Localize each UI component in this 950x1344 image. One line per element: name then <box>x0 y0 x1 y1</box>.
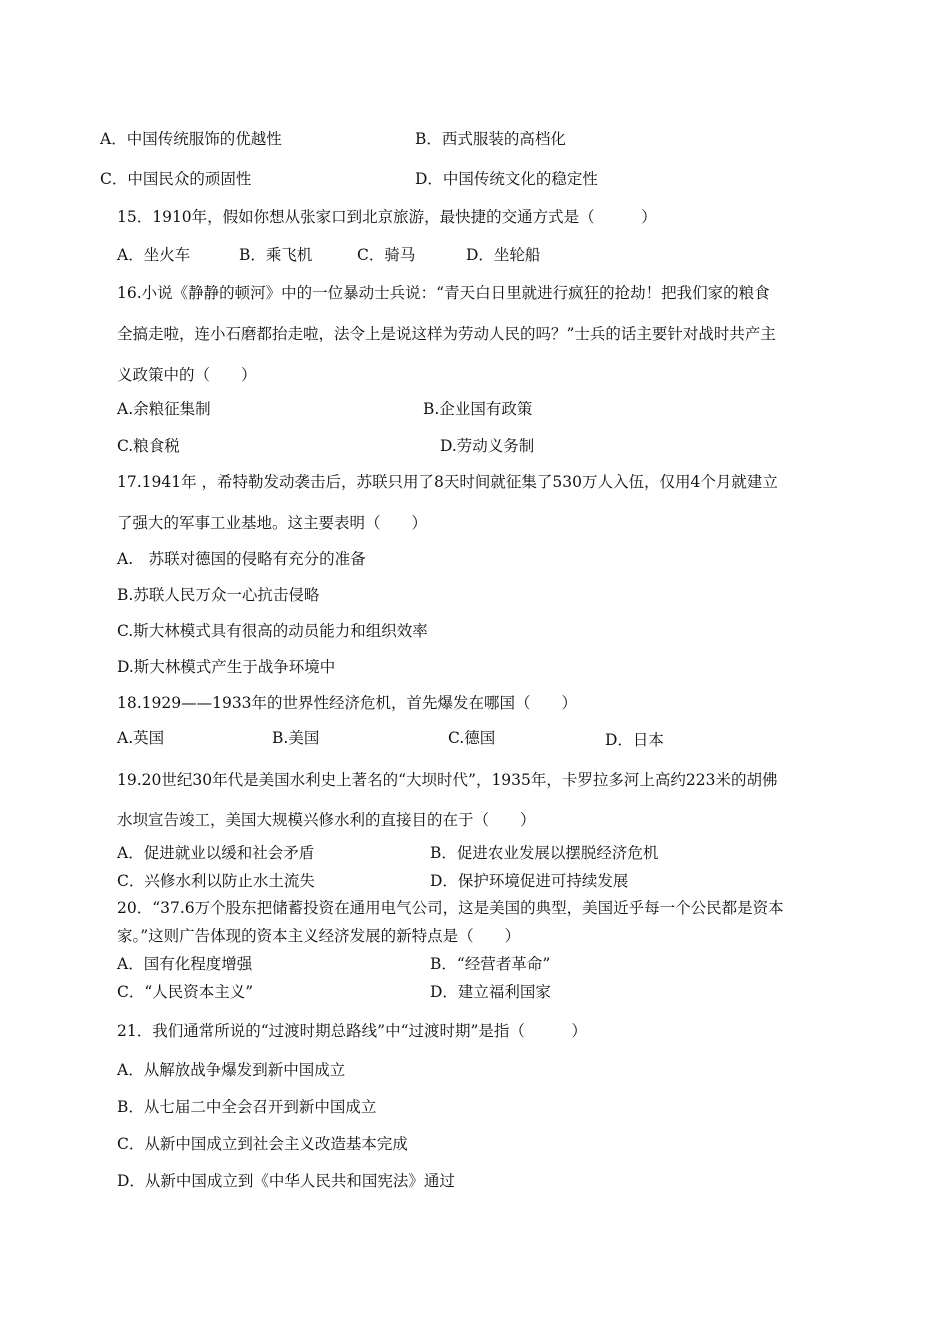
q21-option-c: C．从新中国成立到社会主义改造基本完成 <box>117 1135 408 1153</box>
q19-option-c: C．兴修水利以防止水土流失 <box>117 872 315 890</box>
q17-option-b: B.苏联人民万众一心抗击侵略 <box>117 586 320 604</box>
q17-option-c: C.斯大林模式具有很高的动员能力和组织效率 <box>117 622 428 640</box>
q16-stem-line-1: 16.小说《静静的顿河》中的一位暴动士兵说：“青天白日里就进行疯狂的抢劫！把我们家的粮食 <box>117 284 770 302</box>
q18-option-d: D．日本 <box>605 731 664 749</box>
q14-option-c: C．中国民众的顽固性 <box>100 170 252 188</box>
q14-option-b: B．西式服装的高档化 <box>415 130 566 148</box>
q19-option-a: A．促进就业以缓和社会矛盾 <box>117 844 315 862</box>
q14-option-d: D．中国传统文化的稳定性 <box>415 170 598 188</box>
q18-option-a: A.英国 <box>117 729 165 747</box>
q20-stem-line-2: 家。”这则广告体现的资本主义经济发展的新特点是（ ） <box>117 927 521 945</box>
q17-stem-line-1: 17.1941年 ，希特勒发动袭击后，苏联只用了8天时间就征集了530万人入伍，仅用4个月就建立 <box>117 473 778 491</box>
q19-stem-line-2: 水坝宣告竣工，美国大规模兴修水利的直接目的在于（ ） <box>117 811 536 829</box>
q15-stem: 15．1910年，假如你想从张家口到北京旅游，最快捷的交通方式是（ ） <box>117 208 657 226</box>
q19-option-d: D．保护环境促进可持续发展 <box>430 872 629 890</box>
q17-option-a: A. 苏联对德国的侵略有充分的准备 <box>117 550 366 568</box>
q21-stem: 21．我们通常所说的“过渡时期总路线”中“过渡时期”是指（ ） <box>117 1022 587 1040</box>
q14-option-a: A．中国传统服饰的优越性 <box>100 130 282 148</box>
q19-stem-line-1: 19.20世纪30年代是美国水利史上著名的“大坝时代”，1935年，卡罗拉多河上高约223米的胡佛 <box>117 771 778 789</box>
q20-option-c: C．“人民资本主义” <box>117 983 254 1001</box>
q18-option-b: B.美国 <box>272 729 320 747</box>
q15-option-c: C．骑马 <box>357 246 416 264</box>
q16-stem-line-3: 义政策中的（ ） <box>117 366 257 384</box>
q18-option-c: C.德国 <box>448 729 496 747</box>
q15-option-d: D．坐轮船 <box>466 246 541 264</box>
q16-option-a: A.余粮征集制 <box>117 400 211 418</box>
q15-option-a: A．坐火车 <box>117 246 191 264</box>
q16-option-c: C.粮食税 <box>117 437 180 455</box>
q16-option-d: D.劳动义务制 <box>440 437 535 455</box>
q15-option-b: B．乘飞机 <box>239 246 313 264</box>
q20-stem-line-1: 20．“37.6万个股东把储蓄投资在通用电气公司，这是美国的典型，美国近乎每一个公民都是资本 <box>117 899 784 917</box>
q19-option-b: B．促进农业发展以摆脱经济危机 <box>430 844 659 862</box>
q21-option-a: A．从解放战争爆发到新中国成立 <box>117 1061 346 1079</box>
q21-option-d: D．从新中国成立到《中华人民共和国宪法》通过 <box>117 1172 455 1190</box>
q21-option-b: B．从七届二中全会召开到新中国成立 <box>117 1098 377 1116</box>
q17-option-d: D.斯大林模式产生于战争环境中 <box>117 658 336 676</box>
q18-stem: 18.1929——1933年的世界性经济危机，首先爆发在哪国（ ） <box>117 694 578 712</box>
q16-option-b: B.企业国有政策 <box>423 400 533 418</box>
q17-stem-line-2: 了强大的军事工业基地。这主要表明（ ） <box>117 514 428 532</box>
q16-stem-line-2: 全搞走啦，连小石磨都抬走啦，法令上是说这样为劳动人民的吗？”士兵的话主要针对战时共产主 <box>117 325 776 343</box>
q20-option-b: B．“经营者革命” <box>430 955 551 973</box>
q20-option-d: D．建立福利国家 <box>430 983 551 1001</box>
q20-option-a: A．国有化程度增强 <box>117 955 253 973</box>
